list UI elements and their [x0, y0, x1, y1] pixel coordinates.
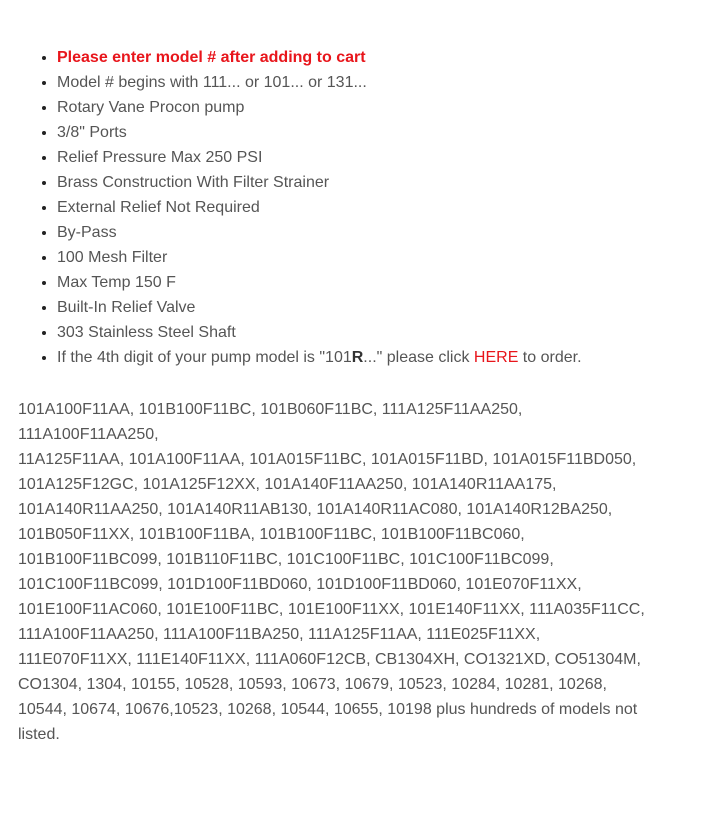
model-list-line-1: 101A100F11AA, 101B100F11BC, 101B060F11BC, 111A125F11AA250, 111A100F11AA250,: [18, 401, 523, 443]
feature-item: • By-Pass: [57, 220, 708, 245]
feature-item: • Brass Construction With Filter Strainer: [57, 170, 708, 195]
feature-item: • 3/8" Ports: [57, 120, 708, 145]
here-link[interactable]: HERE: [473, 349, 519, 366]
feature-item: • Model # begins with 111... or 101... or 131...: [57, 70, 708, 95]
order-text-bold: R: [351, 349, 364, 366]
feature-item: • Relief Pressure Max 250 PSI: [57, 145, 708, 170]
product-description: [18, 45, 708, 747]
order-text-middle: ..." please click: [363, 349, 474, 366]
order-text-suffix: to order.: [518, 349, 582, 366]
model-compatibility-list: [18, 397, 658, 747]
feature-item: • Max Temp 150 F: [57, 270, 708, 295]
feature-item: • Built-In Relief Valve: [57, 295, 708, 320]
model-notice: Please enter model # after adding to cart: [57, 49, 366, 66]
feature-item: • External Relief Not Required: [57, 195, 708, 220]
feature-item: • 303 Stainless Steel Shaft: [57, 320, 708, 345]
order-text-prefix: If the 4th digit of your pump model is "101: [57, 349, 352, 366]
feature-list: [18, 45, 708, 370]
feature-item-notice: [57, 45, 708, 70]
model-list-line-2: 11A125F11AA, 101A100F11AA, 101A015F11BC, 101A015F11BD, 101A015F11BD050, 101A125F12GC, 101A125F12XX, 101A140F11AA250, 101A140R11AA175, 101A140R11AA250, 101A140R11AB130, 101A140R11AC080, 101A140R12BA250, 101B050F11XX, 101B100F11BA, 101B100F11BC, 101B100F11BC060, 101B100F11BC099, 101B110F11BC, 101C100F11BC, 101C100F11BC099, 101C100F11BC099, 101D100F11BD060, 101D100F11BD060, 101E070F11XX, 101E100F11AC060, 101E100F11BC, 101E100F11XX, 101E140F11XX, 111A035F11CC, 111A100F11AA250, 111A100F11BA250, 111A125F11AA, 111E025F11XX, 111E070F11XX, 111E140F11XX, 111A060F12CB, CB1304XH, CO1321XD, CO51304M, CO1304, 1304, 10155, 10528, 10593, 10673, 10679, 10523, 10284, 10281, 10268, 10544, 10674, 10676,10523, 10268, 10544, 10655, 10198 plus hundreds of models not listed.: [18, 451, 645, 743]
feature-item: • 100 Mesh Filter: [57, 245, 708, 270]
feature-item-order-link: [57, 345, 708, 370]
feature-item: • Rotary Vane Procon pump: [57, 95, 708, 120]
